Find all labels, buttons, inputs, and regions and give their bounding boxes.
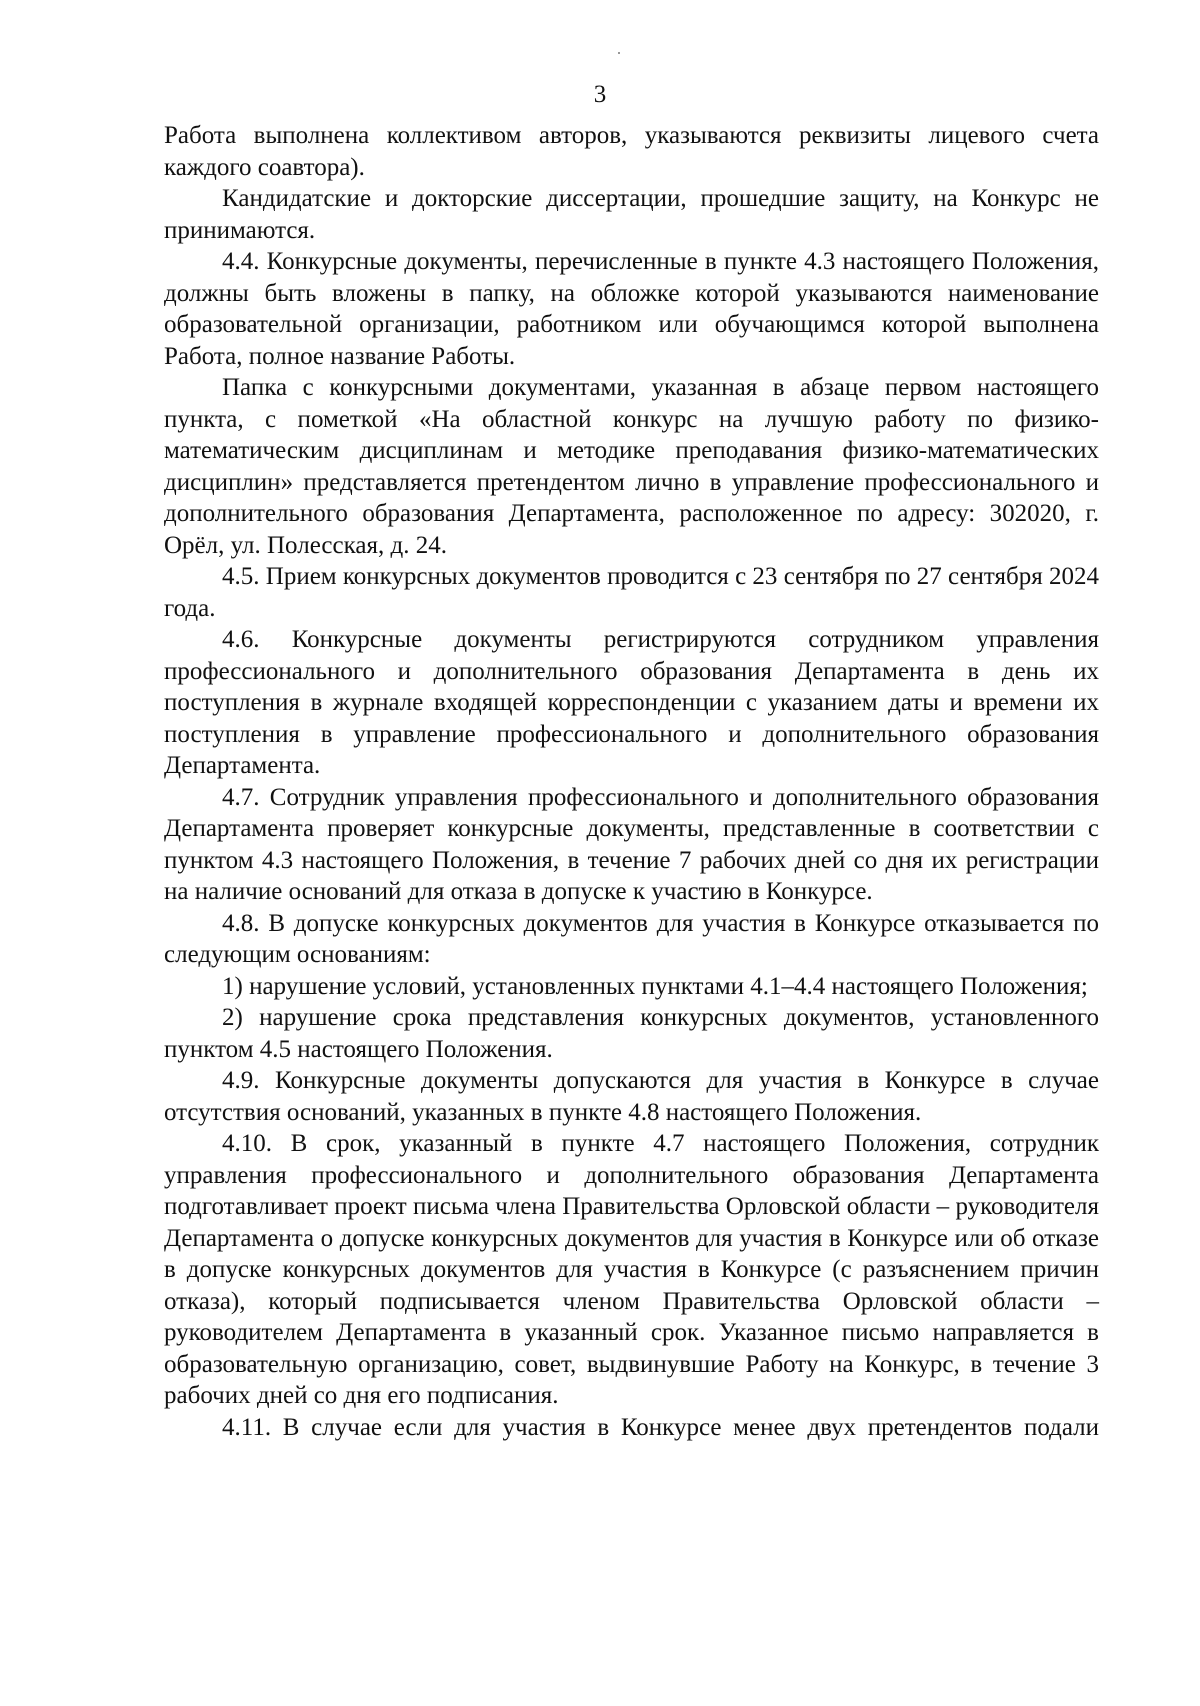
paragraph-4-7: 4.7. Сотрудник управления профессионального и дополнительного образования Департамента проверяет конкурсные документы, представленные в соответствии с пунктом 4.3 настоящего Положения, в течение 7 рабочих дней со дня их регистрации на наличие оснований для отказа в допуске к участию в Конкурсе. — [164, 783, 1099, 905]
paragraph-dissertations: Кандидатские и докторские диссертации, прошедшие защиту, на Конкурс не принимаются. — [164, 185, 1099, 244]
list-item-2: 2) нарушение срока представления конкурсных документов, установленного пунктом 4.5 настоящего Положения. — [164, 1004, 1099, 1063]
paragraph-4-4: 4.4. Конкурсные документы, перечисленные в пункте 4.3 настоящего Положения, должны быть вложены в папку, на обложке которой указываются наименование образовательной организации, работником или обучающимся которой выполнена Работа, полное название Работы. — [164, 248, 1099, 370]
paragraph-4-6: 4.6. Конкурсные документы регистрируются сотрудником управления профессионального и дополнительного образования Департамента в день их поступления в журнале входящей корреспонденции с указанием даты и времени их поступления в управление профессионального и дополнительного образования Департамента. — [164, 626, 1099, 779]
paragraph-4-11: 4.11. В случае если для участия в Конкурсе менее двух претендентов подали — [222, 1413, 1099, 1441]
list-item-1: 1) нарушение условий, установленных пунктами 4.1–4.4 настоящего Положения; — [222, 972, 1088, 1000]
paragraph-4-5: 4.5. Прием конкурсных документов проводится с 23 сентября по 27 сентября 2024 года. — [164, 563, 1099, 622]
paragraph-continuation: Работа выполнена коллективом авторов, указываются реквизиты лицевого счета каждого соавтора). — [164, 122, 1099, 181]
paragraph-4-9: 4.9. Конкурсные документы допускаются для участия в Конкурсе в случае отсутствия оснований, указанных в пункте 4.8 настоящего Положения. — [164, 1067, 1099, 1126]
paragraph-4-10: 4.10. В срок, указанный в пункте 4.7 настоящего Положения, сотрудник управления профессионального и дополнительного образования Департамента подготавливает проект письма члена Правительства Орловской области – руководителя Департамента о допуске конкурсных документов для участия в Конкурсе или об отказе в допуске конкурсных документов для участия в Конкурсе (с разъяснением причин отказа), который подписывается членом Правительства Орловской области – руководителем Департамента в указанный срок. Указанное письмо направляется в образовательную организацию, совет, выдвинувшие Работу на Конкурс, в течение 3 рабочих дней со дня его подписания. — [164, 1130, 1099, 1409]
scan-speck — [618, 52, 620, 54]
page-number: 3 — [593, 81, 607, 108]
document-body — [164, 120, 1099, 1443]
paragraph-folder: Папка с конкурсными документами, указанная в абзаце первом настоящего пункта, с пометкой «На областной конкурс на лучшую работу по физико-математическим дисциплинам и методике преподавания физико-математических дисциплин» представляется претендентом лично в управление профессионального и дополнительного образования Департамента, расположенное по адресу: 302020, г. Орёл, ул. Полесская, д. 24. — [164, 374, 1099, 559]
paragraph-4-8: 4.8. В допуске конкурсных документов для участия в Конкурсе отказывается по следующим основаниям: — [164, 909, 1099, 968]
